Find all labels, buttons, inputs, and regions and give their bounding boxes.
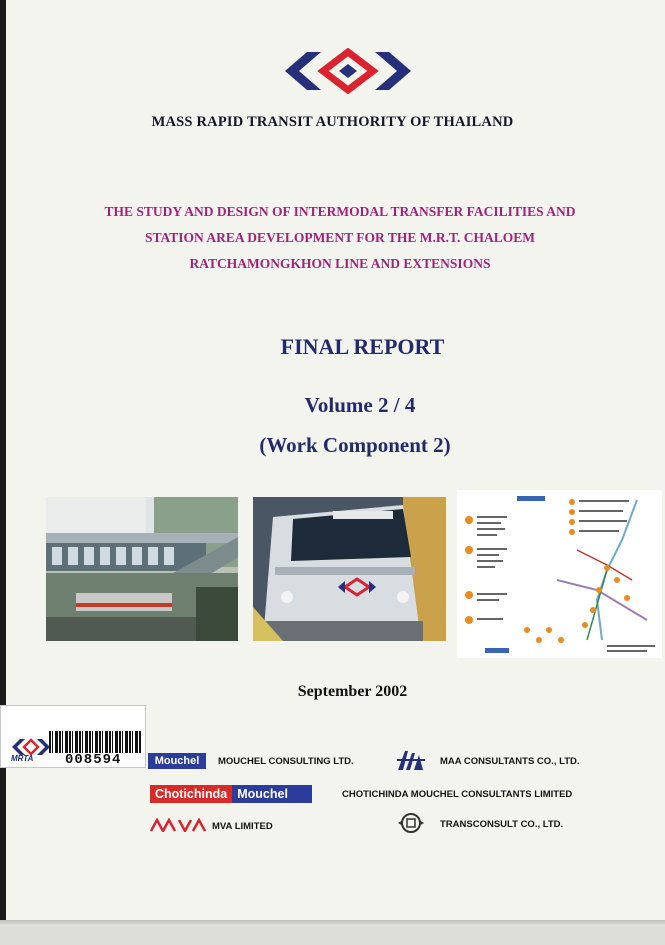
mva-logo-icon <box>150 818 206 832</box>
chotichinda-mouchel-name: CHOTICHINDA MOUCHEL CONSULTANTS LIMITED <box>342 789 573 800</box>
mouchel-consulting-name: MOUCHEL CONSULTING LTD. <box>218 756 354 767</box>
station-walkway-photo <box>46 497 238 641</box>
study-title-line-2: STATION AREA DEVELOPMENT FOR THE M.R.T. CHALOEM <box>145 230 535 245</box>
volume-number: Volume 2 / 4 <box>304 393 416 417</box>
library-barcode-label <box>0 705 146 768</box>
mouchel-logo-text: Mouchel <box>232 785 312 803</box>
mouchel-logo: Mouchel <box>148 753 206 769</box>
route-map-figure <box>457 490 662 658</box>
work-component: (Work Component 2) <box>259 433 451 457</box>
study-title-line-3: RATCHAMONGKHON LINE AND EXTENSIONS <box>189 256 491 271</box>
chotichinda-logo-text: Chotichinda <box>150 785 232 803</box>
book-spine <box>0 0 6 945</box>
authority-name: MASS RAPID TRANSIT AUTHORITY OF THAILAND <box>151 114 514 130</box>
study-title-line-1: THE STUDY AND DESIGN OF INTERMODAL TRANSFER FACILITIES AND <box>104 204 576 219</box>
report-title: FINAL REPORT <box>280 334 445 359</box>
maa-logo-icon <box>397 749 425 771</box>
mva-limited-name: MVA LIMITED <box>212 821 273 832</box>
mrta-diamond-logo-icon <box>283 48 413 94</box>
cover-bottom-edge <box>0 926 665 945</box>
barcode-number: 008594 <box>65 752 122 768</box>
transconsult-logo-icon <box>397 812 425 834</box>
report-date: September 2002 <box>297 683 408 700</box>
maa-consultants-name: MAA CONSULTANTS CO., LTD. <box>440 756 580 767</box>
chotichinda-mouchel-logo <box>150 785 312 803</box>
barcode <box>49 731 141 753</box>
transconsult-name: TRANSCONSULT CO., LTD. <box>440 819 564 830</box>
study-title <box>60 199 620 277</box>
sticker-brand: MRTA <box>11 754 34 763</box>
metro-train-photo <box>253 497 446 641</box>
